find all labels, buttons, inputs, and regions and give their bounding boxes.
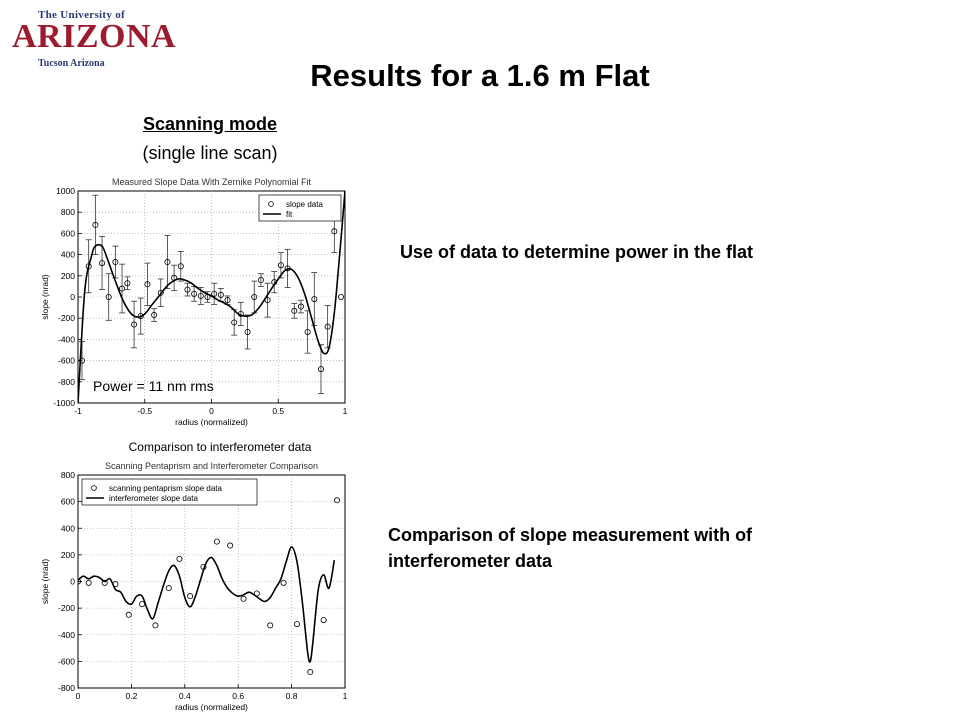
y-tick-label: 400	[60, 249, 75, 260]
y-tick-label: 0	[70, 576, 75, 587]
x-tick-label: 0	[209, 406, 214, 416]
university-logo	[6, 4, 177, 69]
x-tick-label: -0.5	[137, 406, 153, 416]
plot-frame	[78, 475, 345, 688]
logo-line-3: Tucson Arizona	[38, 58, 105, 69]
y-tick-label: 200	[60, 270, 75, 281]
legend-label: scanning pentaprism slope data	[109, 484, 222, 493]
y-tick-label: -600	[57, 656, 75, 667]
x-tick-label: 0.6	[232, 691, 245, 701]
x-tick-label: 1	[342, 406, 348, 416]
x-axis-label: radius (normalized)	[175, 417, 248, 427]
y-tick-label: 400	[60, 523, 75, 534]
legend	[82, 479, 257, 505]
legend-label: slope data	[286, 200, 323, 209]
chart2-caption: Comparison to interferometer data	[128, 440, 312, 454]
comparison-chart	[40, 455, 360, 717]
y-axis-label: slope (nrad)	[40, 558, 50, 605]
y-tick-label: 0	[70, 292, 75, 302]
x-tick-label: 0.4	[178, 691, 191, 701]
y-tick-label: -200	[57, 603, 75, 614]
y-tick-label: 1000	[56, 186, 75, 196]
mode-title: Scanning mode	[142, 114, 277, 134]
y-tick-label: 600	[60, 496, 75, 507]
y-tick-label: 600	[60, 228, 75, 239]
y-tick-label: -200	[57, 313, 75, 324]
note-power: Use of data to determine power in the flat	[400, 242, 754, 262]
x-tick-label: 0.5	[272, 406, 285, 416]
logo-line-1: The University of	[38, 9, 125, 21]
x-tick-label: 0.8	[285, 691, 298, 701]
y-tick-label: -400	[57, 334, 75, 345]
chart-title: Scanning Pentaprism and Interferometer Comparison	[104, 461, 319, 471]
mode-subtitle: (single line scan)	[142, 143, 278, 163]
x-tick-label: 0.2	[125, 691, 138, 701]
legend	[259, 195, 341, 221]
logo-line-2: ARIZONA	[12, 18, 177, 55]
y-tick-label: 800	[60, 207, 75, 218]
slope-fit-chart	[40, 170, 360, 432]
x-axis-label: radius (normalized)	[175, 702, 248, 712]
x-tick-label: 0	[75, 691, 81, 701]
y-axis-label: slope (nrad)	[40, 274, 50, 320]
chart-title: Measured Slope Data With Zernike Polynomial Fit	[111, 177, 312, 187]
legend-label: fit	[286, 210, 293, 219]
slide-title: Results for a 1.6 m Flat	[310, 58, 650, 93]
y-tick-label: -600	[57, 355, 75, 366]
y-tick-label: 800	[60, 470, 75, 480]
legend-label: interferometer slope data	[109, 494, 198, 503]
y-tick-label: -800	[57, 376, 75, 387]
chart-annotation: Power = 11 nm rms	[93, 378, 214, 394]
y-tick-label: 200	[60, 549, 75, 560]
note-comparison: Comparison of slope measurement with of interferometer data	[388, 525, 753, 571]
y-tick-label: -1000	[53, 398, 75, 408]
y-tick-label: -400	[57, 629, 75, 640]
y-tick-label: -800	[57, 683, 75, 693]
x-tick-label: -1	[74, 406, 82, 416]
x-tick-label: 1	[342, 691, 348, 701]
